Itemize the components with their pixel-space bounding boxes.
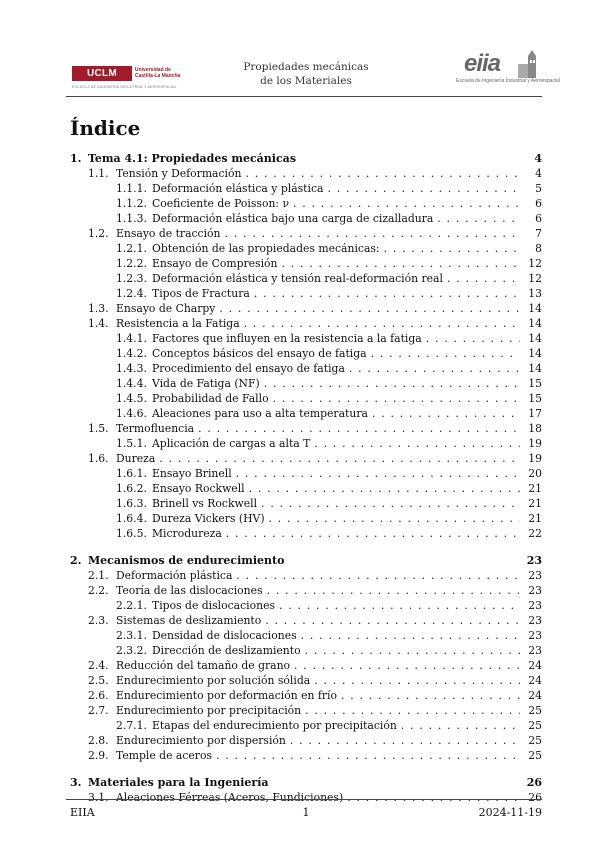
toc-entry[interactable] (70, 166, 542, 181)
toc-entry-title: Endurecimiento por solución sólida (116, 674, 311, 687)
toc-entry[interactable] (70, 775, 542, 790)
toc-leader-dots (447, 271, 520, 286)
toc-entry[interactable] (70, 211, 542, 226)
toc-leader-dots (249, 481, 520, 496)
toc-entry[interactable] (70, 271, 542, 286)
section-gap (70, 763, 542, 775)
toc-entry-number: 1.6.4. (116, 512, 147, 525)
toc-leader-dots (426, 331, 520, 346)
toc-entry-title: Tipos de dislocaciones (152, 599, 275, 612)
toc-entry-number: 1. (70, 152, 82, 165)
header-title-line1: Propiedades mecánicas (243, 61, 369, 73)
toc-entry-page: 15 (528, 392, 542, 405)
toc-entry[interactable] (70, 421, 542, 436)
toc-entry[interactable] (70, 376, 542, 391)
toc-entry-number: 3.1. (88, 791, 109, 804)
toc-entry-title: Dirección de deslizamiento (152, 644, 301, 657)
eiia-logo-subtitle: Escuela de Ingeniería Industrial y Aeroespacial (456, 78, 560, 84)
table-of-contents (70, 151, 542, 805)
toc-entry-title: Probabilidad de Fallo (152, 392, 269, 405)
toc-entry-page: 14 (528, 317, 542, 330)
toc-entry-number: 2.5. (88, 674, 109, 687)
toc-entry[interactable] (70, 628, 542, 643)
toc-entry-number: 2.3. (88, 614, 109, 627)
toc-leader-dots (273, 391, 520, 406)
toc-entry-number: 1.6.5. (116, 527, 147, 540)
toc-entry[interactable] (70, 568, 542, 583)
toc-entry-title: Tipos de Fractura (152, 287, 250, 300)
toc-entry-number: 1.4.5. (116, 392, 147, 405)
toc-entry-title: Obtención de las propiedades mecánicas: (152, 242, 380, 255)
toc-leader-dots (264, 376, 520, 391)
toc-entry-number: 2.7. (88, 704, 109, 717)
header-title (226, 60, 386, 88)
toc-leader-dots (219, 301, 520, 316)
toc-entry[interactable] (70, 451, 542, 466)
toc-entry-number: 1.6.3. (116, 497, 147, 510)
toc-entry[interactable] (70, 316, 542, 331)
toc-entry[interactable] (70, 196, 542, 211)
toc-entry-number: 1.4.1. (116, 332, 147, 345)
toc-entry-number: 1.6.1. (116, 467, 147, 480)
footer-left: EIIA (70, 806, 95, 819)
toc-entry[interactable] (70, 256, 542, 271)
toc-entry-title: Factores que influyen en la resistencia a la fatiga (152, 332, 422, 345)
toc-entry-number: 1.1. (88, 167, 109, 180)
toc-entry-page: 14 (528, 347, 542, 360)
toc-entry[interactable] (70, 553, 542, 568)
toc-leader-dots (437, 211, 520, 226)
toc-entry-page: 20 (528, 467, 542, 480)
toc-entry[interactable] (70, 673, 542, 688)
toc-entry-number: 1.1.2. (116, 197, 147, 210)
toc-entry[interactable] (70, 466, 542, 481)
toc-entry-page: 24 (528, 659, 542, 672)
toc-entry[interactable] (70, 598, 542, 613)
toc-entry-title: Procedimiento del ensayo de fatiga (152, 362, 345, 375)
toc-entry-number: 1.4. (88, 317, 109, 330)
toc-leader-dots (265, 613, 520, 628)
toc-entry-page: 21 (528, 497, 542, 510)
toc-entry-page: 24 (528, 674, 542, 687)
toc-leader-dots (349, 361, 520, 376)
toc-entry[interactable] (70, 511, 542, 526)
toc-leader-dots (314, 673, 520, 688)
toc-entry-number: 2.7.1. (116, 719, 147, 732)
toc-entry-title: Ensayo de Charpy (116, 302, 216, 315)
toc-entry-title: Deformación plástica (116, 569, 233, 582)
toc-entry[interactable] (70, 733, 542, 748)
toc-entry-title: Tensión y Deformación (116, 167, 242, 180)
toc-entry-title: Termofluencia (116, 422, 195, 435)
toc-entry-title: Ensayo Brinell (152, 467, 232, 480)
tower-icon (510, 50, 542, 78)
toc-leader-dots (282, 256, 521, 271)
toc-entry-page: 21 (528, 482, 542, 495)
toc-entry[interactable] (70, 301, 542, 316)
toc-entry[interactable] (70, 496, 542, 511)
toc-entry-number: 2.2.1. (116, 599, 147, 612)
toc-entry-page: 13 (528, 287, 542, 300)
toc-entry-title: Reducción del tamaño de grano (116, 659, 291, 672)
toc-leader-dots (261, 496, 520, 511)
toc-entry-page: 8 (535, 242, 542, 255)
toc-leader-dots (371, 346, 520, 361)
toc-entry-page: 24 (528, 689, 542, 702)
toc-entry[interactable] (70, 481, 542, 496)
toc-entry[interactable] (70, 613, 542, 628)
toc-entry-number: 1.4.2. (116, 347, 147, 360)
toc-entry[interactable] (70, 436, 542, 451)
toc-entry-title: Coeficiente de Poisson: ν (152, 197, 290, 210)
toc-entry-number: 2.2. (88, 584, 109, 597)
toc-entry[interactable] (70, 526, 542, 541)
toc-entry-page: 21 (528, 512, 542, 525)
toc-entry[interactable] (70, 643, 542, 658)
toc-entry-page: 26 (526, 776, 542, 789)
footer-date: 2024-11-19 (478, 806, 542, 819)
toc-entry[interactable] (70, 718, 542, 733)
toc-entry-page: 25 (528, 704, 542, 717)
toc-entry-number: 3. (70, 776, 82, 789)
toc-entry-title: Deformación elástica bajo una carga de cizalladura (152, 212, 434, 225)
toc-leader-dots (293, 196, 520, 211)
toc-entry-title: Sistemas de deslizamiento (116, 614, 262, 627)
toc-entry-page: 15 (528, 377, 542, 390)
uclm-logo-mark: UCLM (72, 66, 132, 81)
toc-entry-page: 14 (528, 302, 542, 315)
toc-entry-page: 23 (528, 599, 542, 612)
toc-entry-title: Resistencia a la Fatiga (116, 317, 240, 330)
toc-entry-number: 1.3. (88, 302, 109, 315)
toc-entry-page: 7 (535, 227, 542, 240)
toc-entry-page: 23 (528, 584, 542, 597)
toc-entry-page: 23 (528, 644, 542, 657)
toc-entry-title: Densidad de dislocaciones (152, 629, 297, 642)
toc-entry-title: Mecanismos de endurecimiento (88, 554, 285, 567)
toc-entry[interactable] (70, 286, 542, 301)
toc-entry-title: Aleaciones para uso a alta temperatura (152, 407, 368, 420)
toc-entry-number: 2.3.2. (116, 644, 147, 657)
toc-entry[interactable] (70, 688, 542, 703)
toc-entry[interactable] (70, 406, 542, 421)
toc-entry-number: 1.6. (88, 452, 109, 465)
toc-entry-number: 2.9. (88, 749, 109, 762)
toc-entry-page: 6 (535, 197, 542, 210)
toc-entry-number: 2. (70, 554, 82, 567)
toc-leader-dots (279, 598, 520, 613)
toc-entry-number: 2.4. (88, 659, 109, 672)
toc-leader-dots (294, 658, 520, 673)
toc-entry-number: 2.6. (88, 689, 109, 702)
toc-entry-page: 12 (528, 272, 542, 285)
toc-entry-title: Deformación elástica y plástica (152, 182, 324, 195)
toc-leader-dots (290, 733, 520, 748)
toc-entry-title: Etapas del endurecimiento por precipitación (152, 719, 397, 732)
toc-leader-dots (269, 511, 520, 526)
toc-entry-title: Materiales para la Ingeniería (88, 776, 269, 789)
toc-entry-title: Aplicación de cargas a alta T (152, 437, 311, 450)
toc-leader-dots (314, 436, 520, 451)
toc-entry-title: Deformación elástica y tensión real-deformación real (152, 272, 443, 285)
toc-leader-dots (305, 703, 520, 718)
toc-entry-number: 1.1.1. (116, 182, 147, 195)
uclm-logo-tagline: ESCUELA DE INGENIERÍA INDUSTRIAL Y AEROESPACIAL (72, 85, 177, 89)
toc-entry-number: 1.2. (88, 227, 109, 240)
toc-leader-dots (245, 166, 520, 181)
toc-entry-page: 4 (534, 152, 542, 165)
toc-entry-page: 12 (528, 257, 542, 270)
toc-entry-title: Brinell vs Rockwell (152, 497, 258, 510)
toc-entry-page: 23 (528, 569, 542, 582)
toc-entry[interactable] (70, 241, 542, 256)
toc-entry[interactable] (70, 583, 542, 598)
toc-entry-title: Tema 4.1: Propiedades mecánicas (88, 152, 297, 165)
toc-entry-page: 19 (528, 437, 542, 450)
toc-leader-dots (225, 226, 520, 241)
toc-entry-number: 1.2.4. (116, 287, 147, 300)
toc-entry[interactable] (70, 331, 542, 346)
toc-entry-title: Microdureza (152, 527, 222, 540)
toc-entry-page: 23 (526, 554, 542, 567)
toc-leader-dots (327, 181, 520, 196)
toc-leader-dots (159, 451, 520, 466)
page-number: 1 (302, 806, 310, 819)
section-gap (70, 541, 542, 553)
toc-entry-page: 25 (528, 734, 542, 747)
toc-entry-page: 22 (528, 527, 542, 540)
eiia-logo-mark: eiia (464, 50, 501, 77)
toc-entry-number: 1.5.1. (116, 437, 147, 450)
toc-entry[interactable] (70, 226, 542, 241)
toc-leader-dots (305, 643, 520, 658)
toc-entry-number: 1.5. (88, 422, 109, 435)
toc-entry-title: Aleaciones Férreas (Aceros, Fundiciones) (116, 791, 344, 804)
toc-entry-number: 1.2.1. (116, 242, 147, 255)
toc-heading: Índice (70, 116, 141, 140)
toc-entry-page: 19 (528, 452, 542, 465)
toc-entry[interactable] (70, 181, 542, 196)
toc-entry-number: 2.1. (88, 569, 109, 582)
toc-entry-number: 1.1.3. (116, 212, 147, 225)
toc-entry[interactable] (70, 346, 542, 361)
toc-leader-dots (236, 466, 520, 481)
toc-entry-title: Temple de aceros (116, 749, 212, 762)
toc-leader-dots (401, 718, 520, 733)
toc-entry-page: 5 (535, 182, 542, 195)
toc-leader-dots (236, 568, 520, 583)
toc-entry[interactable] (70, 790, 542, 805)
toc-entry-title: Endurecimiento por precipitación (116, 704, 302, 717)
eiia-logo (456, 50, 560, 90)
toc-entry[interactable] (70, 658, 542, 673)
toc-entry-number: 1.4.4. (116, 377, 147, 390)
toc-entry-page: 6 (535, 212, 542, 225)
toc-entry-number: 2.3.1. (116, 629, 147, 642)
toc-entry-page: 25 (528, 749, 542, 762)
toc-entry[interactable] (70, 391, 542, 406)
toc-leader-dots (267, 583, 520, 598)
uclm-logo-university: Universidad de Castilla-La Mancha (135, 67, 181, 79)
toc-entry[interactable] (70, 748, 542, 763)
toc-entry-page: 25 (528, 719, 542, 732)
toc-entry-title: Ensayo de tracción (116, 227, 221, 240)
header-title-line2: de los Materiales (260, 75, 352, 87)
toc-entry-number: 2.8. (88, 734, 109, 747)
toc-entry-title: Conceptos básicos del ensayo de fatiga (152, 347, 367, 360)
toc-entry-title: Ensayo de Compresión (152, 257, 278, 270)
toc-entry-title: Teoría de las dislocaciones (116, 584, 263, 597)
toc-entry[interactable] (70, 703, 542, 718)
toc-leader-dots (301, 628, 520, 643)
toc-leader-dots (347, 790, 520, 805)
toc-entry-title: Endurecimiento por deformación en frío (116, 689, 337, 702)
page-header (66, 46, 560, 94)
toc-entry-page: 26 (528, 791, 542, 804)
toc-entry-title: Endurecimiento por dispersión (116, 734, 286, 747)
toc-entry-number: 1.6.2. (116, 482, 147, 495)
toc-entry-page: 23 (528, 629, 542, 642)
header-rule (66, 96, 542, 97)
toc-leader-dots (341, 688, 520, 703)
toc-entry-page: 4 (535, 167, 542, 180)
toc-entry-number: 1.2.2. (116, 257, 147, 270)
toc-leader-dots (244, 316, 520, 331)
toc-entry-title: Vida de Fatiga (NF) (152, 377, 260, 390)
toc-entry-number: 1.4.3. (116, 362, 147, 375)
toc-entry-number: 1.2.3. (116, 272, 147, 285)
toc-entry-title: Dureza (116, 452, 156, 465)
toc-leader-dots (384, 241, 520, 256)
toc-entry-page: 14 (528, 362, 542, 375)
toc-entry-page: 18 (528, 422, 542, 435)
uclm-logo (72, 66, 184, 92)
toc-leader-dots (198, 421, 520, 436)
toc-leader-dots (372, 406, 520, 421)
toc-entry-number: 1.4.6. (116, 407, 147, 420)
footer-rule (66, 799, 542, 800)
toc-entry-page: 17 (528, 407, 542, 420)
toc-entry-page: 23 (528, 614, 542, 627)
toc-leader-dots (254, 286, 520, 301)
toc-entry[interactable] (70, 361, 542, 376)
toc-leader-dots (216, 748, 520, 763)
toc-entry-title: Dureza Vickers (HV) (152, 512, 265, 525)
toc-entry-title: Ensayo Rockwell (152, 482, 245, 495)
toc-leader-dots (226, 526, 520, 541)
toc-entry-page: 14 (528, 332, 542, 345)
toc-entry[interactable] (70, 151, 542, 166)
